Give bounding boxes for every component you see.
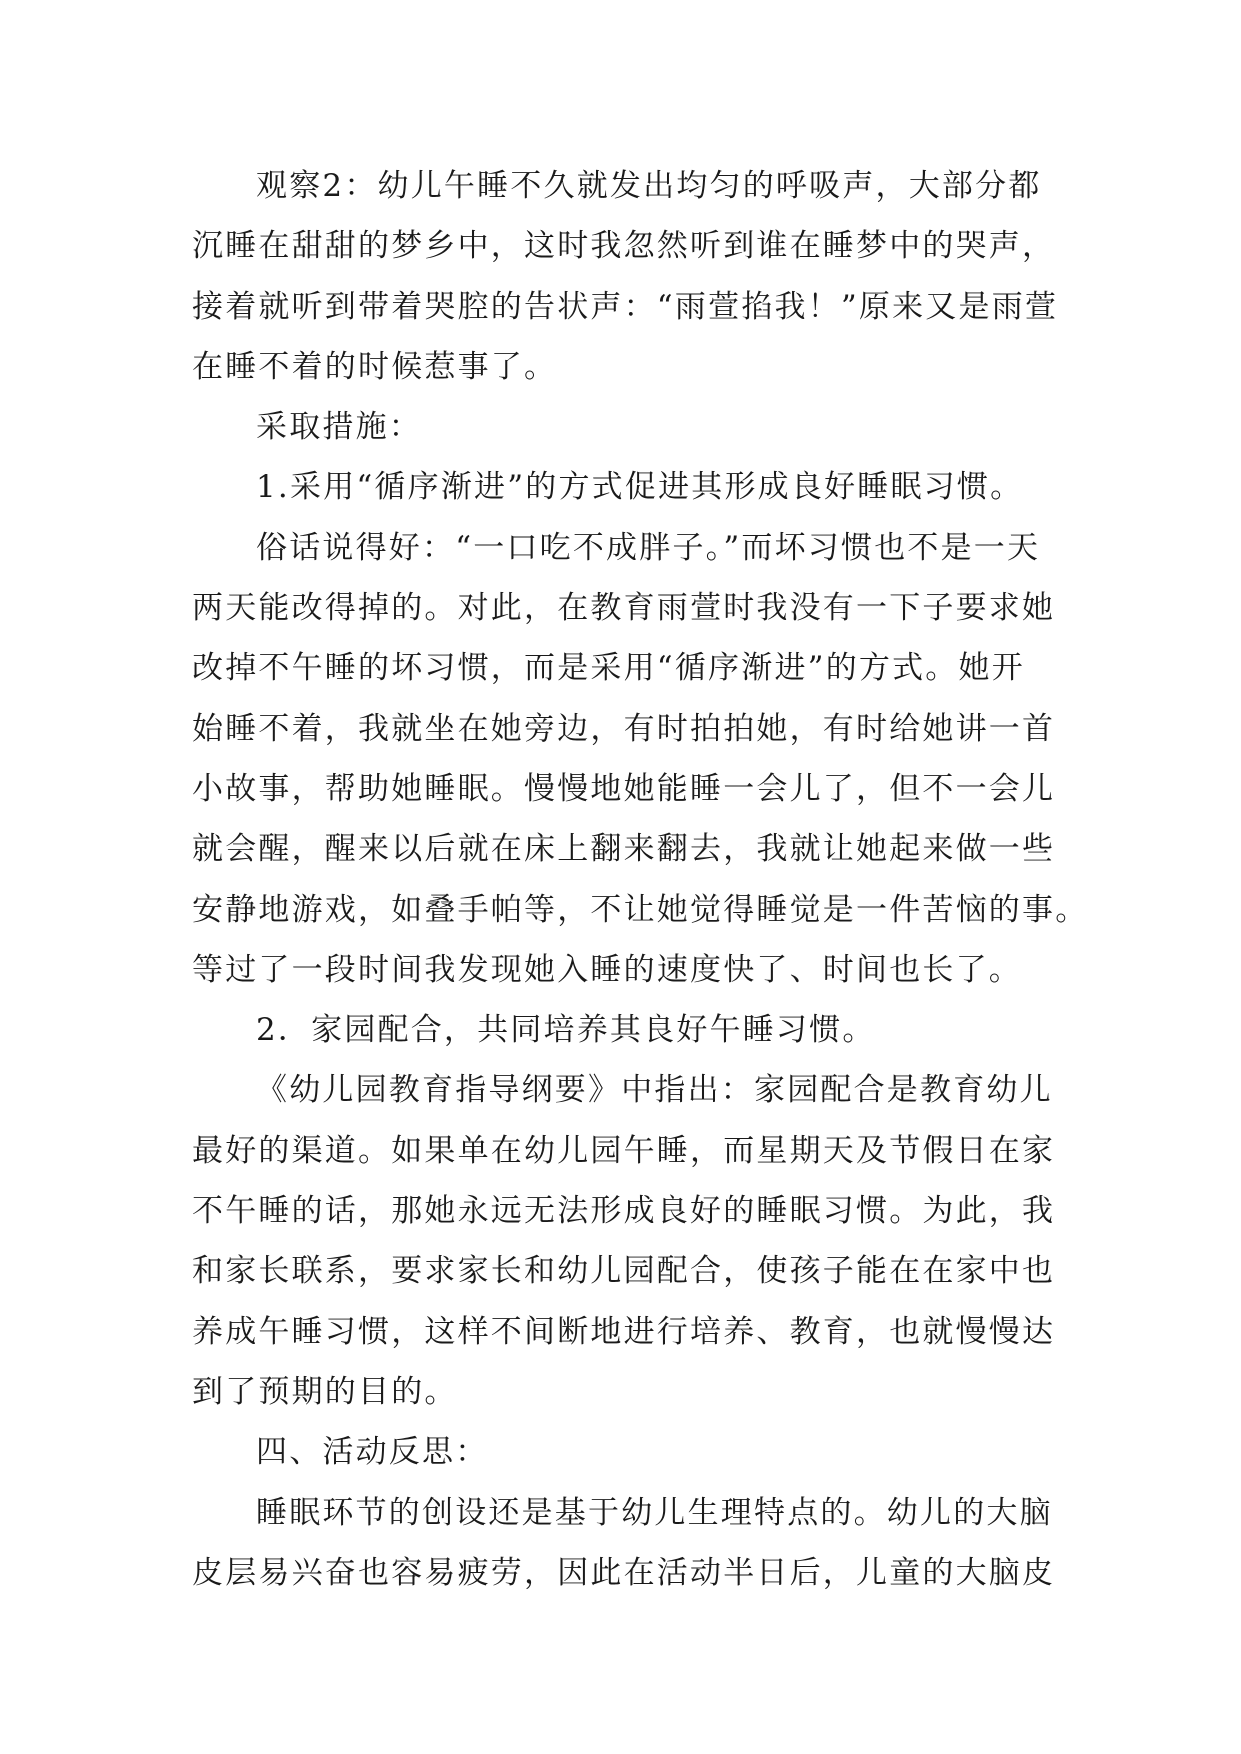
paragraph-line: 两天能改得掉的。对此，在教育雨萱时我没有一下子要求她	[192, 590, 1056, 627]
paragraph-line: 等过了一段时间我发现她入睡的速度快了、时间也长了。	[192, 951, 1022, 988]
paragraph-line: 小故事，帮助她睡眠。慢慢地她能睡一会儿了，但不一会儿	[192, 770, 1056, 807]
paragraph-line: 在睡不着的时候惹事了。	[192, 348, 558, 385]
paragraph-line: 俗话说得好：“一口吃不成胖子。”而坏习惯也不是一天	[256, 529, 1041, 566]
paragraph-line: 《幼儿园教育指导纲要》中指出：家园配合是教育幼儿	[256, 1072, 1053, 1109]
paragraph-line: 改掉不午睡的坏习惯，而是采用“循序渐进”的方式。她开	[192, 650, 1025, 687]
document-body	[192, 156, 1089, 1603]
paragraph-line: 睡眠环节的创设还是基于幼儿生理特点的。幼儿的大脑	[256, 1494, 1053, 1531]
paragraph-line: 不午睡的话，那她永远无法形成良好的睡眠习惯。为此，我	[192, 1193, 1056, 1230]
paragraph-line: 沉睡在甜甜的梦乡中，这时我忽然听到谁在睡梦中的哭声，	[192, 228, 1056, 265]
paragraph-line: 安静地游戏，如叠手帕等，不让她觉得睡觉是一件苦恼的事。	[192, 891, 1089, 928]
section-heading: 采取措施：	[256, 409, 422, 446]
paragraph-line: 就会醒，醒来以后就在床上翻来翻去，我就让她起来做一些	[192, 831, 1056, 868]
paragraph-line: 皮层易兴奋也容易疲劳，因此在活动半日后，儿童的大脑皮	[192, 1554, 1056, 1591]
paragraph-line: 始睡不着，我就坐在她旁边，有时拍拍她，有时给她讲一首	[192, 710, 1056, 747]
subheading: 1.采用“循序渐进”的方式促进其形成良好睡眠习惯。	[256, 469, 1024, 506]
paragraph-line: 到了预期的目的。	[192, 1373, 458, 1410]
section-heading: 四、活动反思：	[256, 1434, 489, 1471]
subheading: 2．家园配合，共同培养其良好午睡习惯。	[256, 1012, 876, 1049]
paragraph-line: 养成午睡习惯，这样不间断地进行培养、教育，也就慢慢达	[192, 1313, 1056, 1350]
paragraph-line: 接着就听到带着哭腔的告状声：“雨萱掐我！”原来又是雨萱	[192, 288, 1059, 325]
paragraph-line: 最好的渠道。如果单在幼儿园午睡，而星期天及节假日在家	[192, 1132, 1056, 1169]
paragraph-line: 和家长联系，要求家长和幼儿园配合，使孩子能在在家中也	[192, 1253, 1056, 1290]
paragraph-line: 观察2：幼儿午睡不久就发出均匀的呼吸声，大部分都	[256, 168, 1042, 204]
